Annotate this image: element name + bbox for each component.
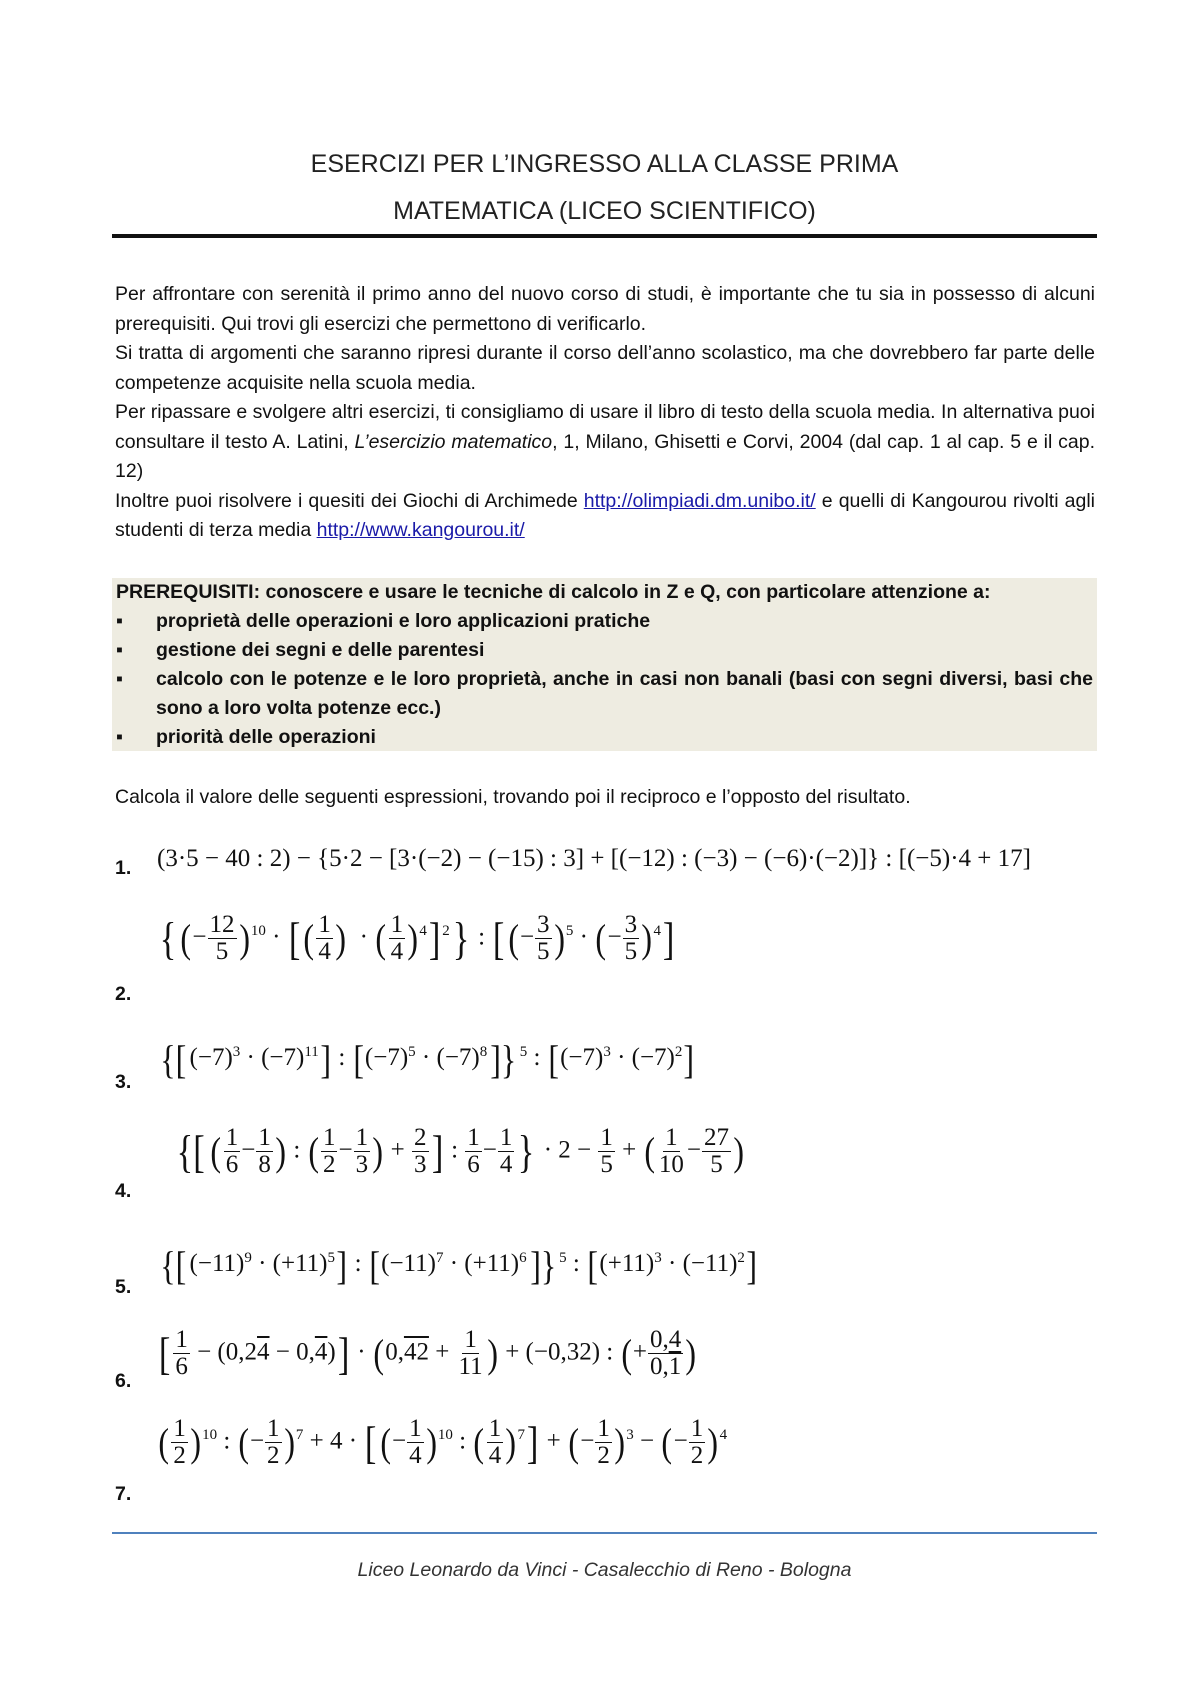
expression-4: {[ ( $\frac{1}{6}$ − $\frac{1}{8}$ ) : ( $\frac{1}{2}$ − $\frac{1}{3}$ ) + $\frac{2}{3}$ ] : $\frac{1}{6}$ − $\frac{1}{4}$ } · 2 − $\frac{1}{5}$ + ( $\frac{1}{10}$ − $\frac{27}{5}$ ): [176, 1124, 744, 1179]
bullet-icon: ▪: [116, 668, 123, 690]
list-item-text: gestione dei segni e delle parentesi: [156, 639, 485, 661]
prerequisites-box: [112, 578, 1097, 751]
expression-1: (3·5 − 40 : 2) − {5·2 − [3·(−2) − (−15) : 3] + [(−12) : (−3) − (−6)·(−2)]} : [(−5)·4 + 17]: [157, 845, 1031, 872]
intro-text: , 1, Milano, Ghisetti e Corvi, 2004 (dal cap. 1 al cap. 5 e il cap. 12): [115, 430, 1095, 482]
expression-7: ( $\frac{1}{2}$ )$^{10}$ : (− $\frac{1}{2}$ )$^7$ + 4 · [(− $\frac{1}{4}$ )$^{10}$ : ( $\frac{1}{4}$ )$^7$] + (− $\frac{1}{2}$ )$^3$ − (− $\frac{1}{2}$ )$^4$: [158, 1415, 728, 1470]
intro-text: Inoltre puoi risolvere i quesiti dei Giochi di Archimede: [115, 489, 584, 512]
expression-2: { (− $\frac{12}{5}$ )$^{10}$ · [( $\frac{1}{4}$ ) · ( $\frac{1}{4}$ )$^4$] $^2$} : [(− $\frac{3}{5}$ )$^5$ · (− $\frac{3}{5}$ )$^4$]: [159, 911, 675, 966]
page-title: ESERCIZI PER L’INGRESSO ALLA CLASSE PRIMA: [310, 150, 899, 178]
list-item: [112, 636, 1097, 665]
list-item-text: proprietà delle operazioni e loro applicazioni pratiche: [156, 610, 651, 632]
exercise-number: 6.: [115, 1370, 132, 1392]
kangourou-link[interactable]: http://www.kangourou.it/: [316, 519, 525, 541]
title-divider: [112, 234, 1097, 238]
intro-paragraph-4: [115, 487, 1095, 546]
expression-6: [ $\frac{1}{6}$ − (0,24 − 0,4)] · (0,42 + $\frac{1}{11}$ ) + (−0,32) : (+ $\frac{0,4}{0,1}$ ): [158, 1326, 697, 1381]
bullet-icon: ▪: [116, 610, 123, 632]
expression-3: {[ $(-7)^3 \cdot (-7)^{11}$] : $[(-7)^5 \cdot (-7)^8]$} $^5$ : $[(-7)^3 \cdot (-7)^2]$: [160, 1037, 695, 1082]
bullet-icon: ▪: [116, 639, 123, 661]
exercise-number: 7.: [115, 1483, 132, 1505]
page-subtitle: MATEMATICA (LICEO SCIENTIFICO): [393, 197, 816, 225]
list-item-text: priorità delle operazioni: [156, 726, 376, 748]
intro-paragraph-3: [115, 398, 1095, 487]
olimpiadi-link[interactable]: http://olimpiadi.dm.unibo.it/: [583, 489, 816, 512]
book-title: L’esercizio matematico: [354, 430, 553, 453]
expression-5: {[ $(-11)^9 \cdot (+11)^5$] : $[(-11)^7 \cdot (+11)^6]$} $^5$ : $[(+11)^3 \cdot (-11)^2]$: [160, 1243, 757, 1288]
intro-text: Per ripassare e svolgere altri esercizi, ti consigliamo di usare il libro di testo della scuola media. In alternativa puoi consultare il testo A. Latini,: [115, 401, 1095, 453]
list-item: [112, 607, 1097, 636]
intro-text: e quelli di Kangourou rivolti agli studenti di terza media: [115, 489, 1095, 541]
prerequisites-list: [112, 607, 1097, 752]
exercise-number: 3.: [115, 1071, 132, 1093]
intro-section: [115, 280, 1095, 546]
list-item: [112, 723, 1097, 752]
bullet-icon: ▪: [116, 726, 123, 748]
list-item: [112, 665, 1097, 723]
exercise-number: 2.: [115, 983, 132, 1005]
footer-text: Liceo Leonardo da Vinci - Casalecchio di Reno - Bologna: [357, 1559, 852, 1581]
list-item-text: calcolo con le potenze e le loro proprietà, anche in casi non banali (basi con segni diversi, basi che sono a loro volta potenze ecc.): [156, 668, 1093, 719]
exercise-number: 4.: [115, 1180, 132, 1202]
intro-paragraph-2: Si tratta di argomenti che saranno ripresi durante il corso dell’anno scolastico, ma che dovrebbero far parte delle competenze acquisite nella scuola media.: [115, 342, 1095, 394]
exercise-number: 5.: [115, 1276, 132, 1298]
intro-paragraph-1: Per affrontare con serenità il primo anno del nuovo corso di studi, è importante che tu sia in possesso di alcuni prerequisiti. Qui trovi gli esercizi che permettono di verificarlo.: [115, 283, 1095, 335]
task-instruction: Calcola il valore delle seguenti espressioni, trovando poi il reciproco e l’opposto del risultato.: [115, 786, 911, 808]
prerequisites-heading: PREREQUISITI: conoscere e usare le tecniche di calcolo in Z e Q, con particolare attenzione a:: [116, 581, 991, 603]
footer-divider: [112, 1532, 1097, 1534]
exercise-number: 1.: [115, 857, 132, 879]
